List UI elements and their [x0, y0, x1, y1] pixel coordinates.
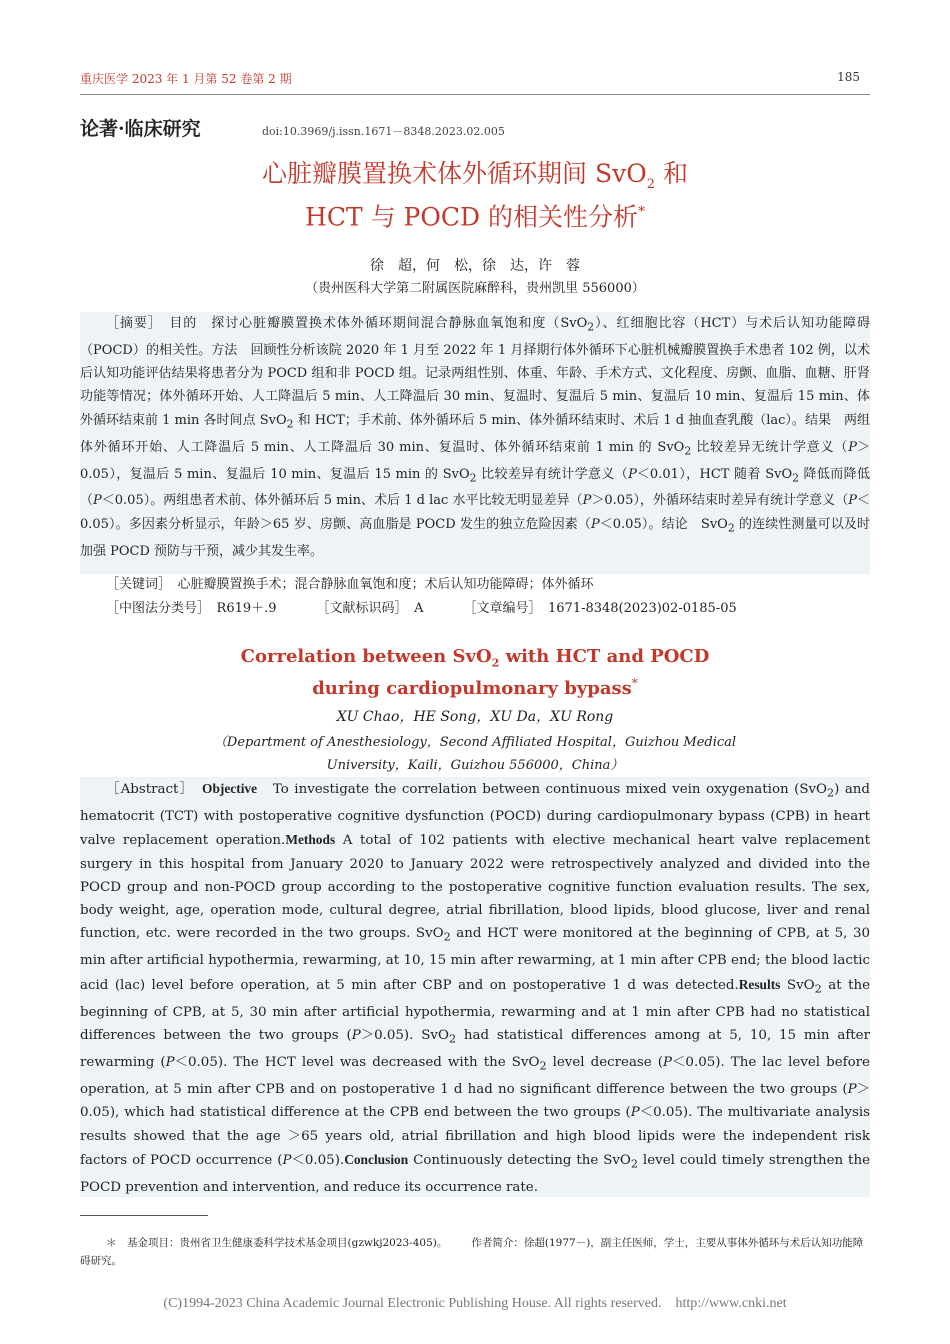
- abstract-cn-text: ［摘要］ 目的 探讨心脏瓣膜置换术体外循环期间混合静脉血氧饱和度（SvO$_2$）、红细胞比容（HCT）与术后认知功能障碍（POCD）的相关性。方法 回顾性分析该院 2020 年 1 月至 2022 年 1 月择期行体外循环下心脏机械瓣膜置换手术患者 102 例，以术后认知功能评估结果将患者分为 POCD 组和非 POCD 组。记录两组性别、体重、年龄、手术方式、文化程度、房颤、血脂、血糖、肝肾功能等情况；体外循环开始、人工降温后 5 min、人工降温后 30 min、复温时、复温后 5 min、复温后 10 min、复温后 15 min、体外循环结束前 1 min 各时间点 SvO$_2$ 和 HCT；手术前、体外循环后 5 min、体外循环结束时、术后 1 d 抽血查乳酸（lac）。结果 两组体外循环开始、人工降温后 5 min、人工降温后 30 min、复温时、体外循环结束前 1 min 的 SvO$_2$ 比较差异无统计学意义（P＞0.05），复温后 5 min、复温后 10 min、复温后 15 min 的 SvO$_2$ 比较差异有统计学意义（P＜0.01），HCT 随着 SvO$_2$ 降低而降低（P＜0.05）。两组患者术前、体外循环后 5 min、术后 1 d lac 水平比较无明显差异（P＞0.05），外循环结束时差异有统计学意义（P＜0.05）。多因素分析显示，年龄＞65 岁、房颤、高血脂是 POCD 发生的独立危险因素（P＜0.05）。结论 SvO$_2$ 的连续性测量可以及时加强 POCD 预防与干预，减少其发生率。: [80, 316, 870, 559]
- title-cn-line2: HCT 与 POCD 的相关性分析*: [305, 202, 645, 232]
- footnote-mark-en: *: [631, 676, 638, 690]
- running-header: [80, 70, 870, 92]
- cnki-link[interactable]: http://www.cnki.net: [675, 1296, 787, 1311]
- journal-info: 重庆医学 2023 年 1 月第 52 卷第 2 期: [80, 72, 292, 86]
- authors-cn: 徐 超，何 松，徐 达，许 蓉: [370, 258, 580, 274]
- title-cn-line1: 心脏瓣膜置换术体外循环期间 SvO$_2$ 和: [262, 159, 688, 192]
- affiliation-en-line1: （Department of Anesthesiology，Second Affiliated Hospital，Guizhou Medical: [213, 735, 737, 750]
- column-label: 论著·临床研究: [80, 118, 201, 140]
- doi[interactable]: doi:10.3969/j.issn.1671－8348.2023.02.005: [262, 125, 505, 138]
- page-number: 185: [837, 70, 860, 84]
- title-en-line1: Correlation between SvO$_2$ with HCT and POCD: [240, 646, 710, 670]
- abstract-en-text: ［Abstract］ Objective To investigate the correlation between continuous mixed vein oxygenation (SvO$_2$) and hematocrit (TCT) with postoperative cognitive dysfunction (POCD) during cardiopulmonary bypass (CPB) in heart valve replacement operation.Methods A total of 102 patients with elective mechanical heart valve replacement surgery in this hospital from January 2020 to January 2022 were retrospectively analyzed and divided into the POCD group and non-POCD group according to the postoperative cognitive function evaluation results. The sex, body weight, age, operation mode, cultural degree, atrial fibrillation, blood lipids, blood glucose, liver and renal function, etc. were recorded in the two groups. SvO$_2$ and HCT were monitored at the beginning of CPB, at 5, 30 min after artificial hypothermia, rewarming, at 10, 15 min after rewarming, at 1 min after CPB end; the blood lactic acid (lac) level before operation, at 5 min after CBP and on postoperative 1 d was detected.Results SvO$_2$ at the beginning of CPB, at 5, 30 min after artificial hypothermia, rewarming and at 1 min after CPB had no statistical differences between the two groups (P＞0.05). SvO$_2$ had statistical differences among at 5, 10, 15 min after rewarming (P＜0.05). The HCT level was decreased with the SvO$_2$ level decrease (P＜0.05). The lac level before operation, at 5 min after CPB and on postoperative 1 d had no significant difference between the two groups (P＞0.05), which had statistical difference at the CPB end between the two groups (P＜0.05). The multivariate analysis results showed that the age ＞65 years old, atrial fibrillation and high blood lipids were the independent risk factors of POCD occurrence (P＜0.05).Conclusion Continuously detecting the SvO$_2$ level could timely strengthen the POCD prevention and intervention, and reduce its occurrence rate.: [80, 781, 871, 1195]
- footnote: ＊ 基金项目：贵州省卫生健康委科学技术基金项目(gzwkj2023-405)。 作者简介：徐超(1977－)，副主任医师，学士，主要从事体外循环与术后认知功能障碍研究。: [80, 1237, 864, 1267]
- title-en-line2: during cardiopulmonary bypass*: [312, 676, 638, 699]
- abstract-en: [80, 777, 870, 1197]
- header-divider: [80, 94, 870, 95]
- abstract-cn: [80, 312, 870, 574]
- affiliation-cn: （贵州医科大学第二附属医院麻醉科，贵州凯里 556000）: [305, 281, 645, 296]
- classification: ［中图法分类号］ R619＋.9 ［文献标识码］ A ［文章编号］ 1671-8348(2023)02-0185-05: [106, 601, 737, 616]
- footnote-divider: [80, 1215, 208, 1216]
- copyright-notice: (C)1994-2023 China Academic Journal Electronic Publishing House. All rights reserved. http://www.cnki.net: [163, 1296, 787, 1311]
- footnote-mark: *: [637, 204, 645, 220]
- authors-en: XU Chao，HE Song，XU Da，XU Rong: [336, 709, 614, 725]
- affiliation-en-line2: University，Kaili，Guizhou 556000，China）: [326, 758, 624, 773]
- keywords-cn: ［关键词］ 心脏瓣膜置换手术；混合静脉血氧饱和度；术后认知功能障碍；体外循环: [106, 577, 594, 592]
